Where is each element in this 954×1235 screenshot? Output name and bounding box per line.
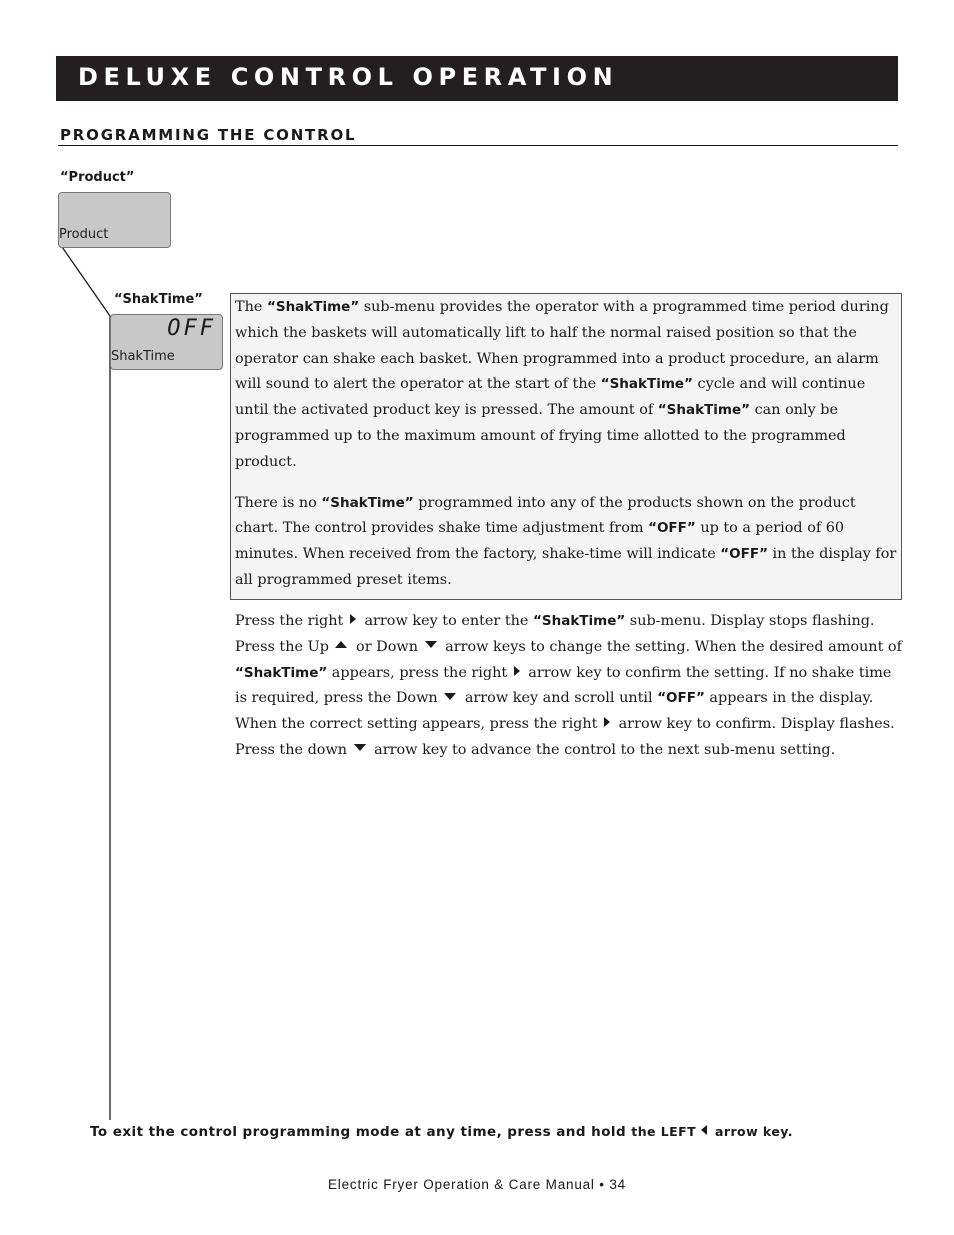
shaktime-caption: “ShakTime” (114, 292, 203, 307)
text-run: in the display for all programmed preset items. (235, 546, 897, 588)
text-run: arrow key to advance the control to the next sub-menu setting. (369, 741, 836, 758)
text-run: arrow key to confirm. Display flashes. Press the down (235, 716, 895, 758)
left-arrow-icon (701, 1125, 707, 1135)
product-display (58, 192, 171, 248)
term-shaktime: “ShakTime” (533, 613, 626, 629)
term-shaktime: “ShakTime” (321, 494, 414, 511)
text-run: can only be programmed up to the maximum amount of frying time allotted to the programmed product. (235, 402, 846, 470)
up-arrow-icon (335, 641, 347, 648)
shaktime-display-value: OFF (167, 316, 216, 341)
text-run: programmed into any of the products shown on the product chart. The control provides shake time adjustment from (235, 494, 856, 537)
page-footer: Electric Fryer Operation & Care Manual • 34 (328, 1177, 626, 1192)
right-arrow-icon (514, 666, 520, 676)
term-shaktime: “ShakTime” (266, 299, 360, 315)
text-run: arrow keys to change the setting. When the desired amount of (440, 638, 902, 655)
text-run: the LEFT (631, 1124, 697, 1139)
page-title: DELUXE CONTROL OPERATION (78, 63, 619, 91)
product-display-label: Product (59, 227, 109, 242)
term-shaktime: “ShakTime” (657, 402, 751, 419)
info-paragraph-2 (235, 491, 897, 594)
term-shaktime: “ShakTime” (600, 376, 693, 393)
connector-product-to-shaktime (60, 244, 110, 316)
term-off: “OFF” (657, 690, 705, 707)
shaktime-display-label: ShakTime (111, 349, 175, 364)
text-run: sub-menu. Display stops flashing. Press the Up (235, 613, 875, 655)
text-run: There is no (235, 494, 322, 511)
text-run: arrow key to enter the (359, 613, 533, 629)
instructions (235, 609, 903, 764)
text-run: arrow key and scroll until (460, 690, 658, 707)
shaktime-info-box (230, 293, 902, 600)
text-run: up to a period of 60 minutes. When received from the factory, shake-time will indicate (235, 520, 845, 563)
text-run: sub-menu provides the operator with a programmed time period during which the baskets will automatically lift to half the normal raised position so that the operator can shake each basket. When programmed into a product procedure, an alarm will sound to alert the operator at the start of the (235, 299, 889, 393)
term-off: “OFF” (648, 520, 696, 537)
down-arrow-icon (444, 693, 456, 700)
down-arrow-icon (354, 744, 366, 751)
product-caption: “Product” (60, 170, 135, 185)
info-paragraph-1 (235, 295, 897, 476)
text-run: appears, press the right (327, 664, 512, 681)
term-off: “OFF” (720, 546, 768, 563)
text-run: The (235, 299, 267, 315)
text-run: arrow key to confirm the setting. If no shake time is required, press the Down (235, 664, 892, 707)
text-run: cycle and will continue until the activated product key is pressed. The amount of (235, 376, 866, 419)
text-run: arrow key. (710, 1124, 793, 1139)
right-arrow-icon (350, 614, 356, 624)
exit-note (90, 1124, 793, 1140)
shaktime-display (110, 314, 223, 370)
right-arrow-icon (604, 717, 610, 727)
text-run: or Down (351, 638, 423, 655)
section-title: PROGRAMMING THE CONTROL (60, 126, 357, 144)
text-run: To exit the control programming mode at any time, press and hold (90, 1124, 632, 1140)
term-shaktime: “ShakTime” (235, 664, 328, 681)
instructions-paragraph (235, 609, 903, 764)
text-run: appears in the display. When the correct setting appears, press the right (235, 690, 874, 733)
text-run: Press the right (235, 613, 348, 629)
down-arrow-icon (425, 641, 437, 648)
